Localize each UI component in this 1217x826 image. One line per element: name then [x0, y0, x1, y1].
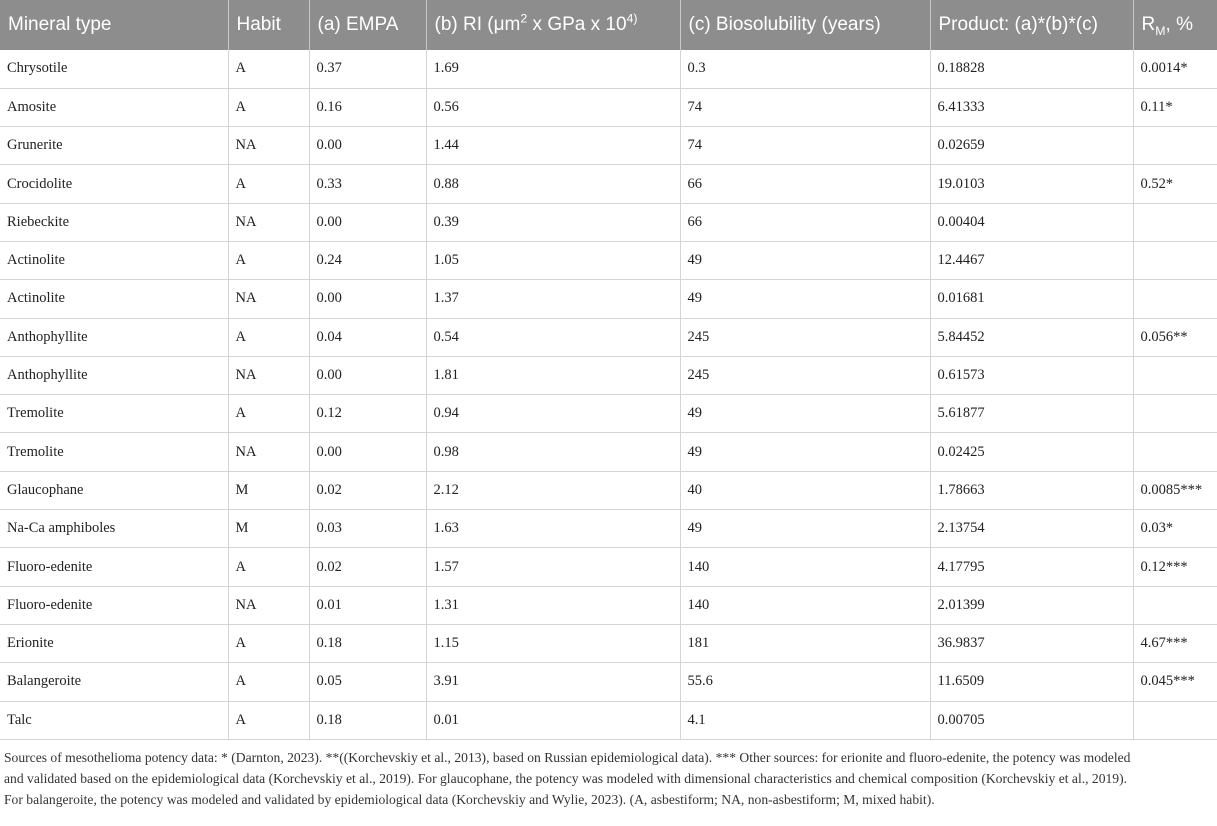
cell-biosolubility: 74: [680, 88, 930, 126]
cell-empa: 0.01: [309, 586, 426, 624]
table-row: [0, 510, 1217, 548]
cell-ri: 1.05: [426, 241, 680, 279]
cell-biosolubility: 49: [680, 433, 930, 471]
cell-biosolubility: 49: [680, 280, 930, 318]
cell-rm: 0.0085***: [1133, 471, 1217, 509]
cell-habit: A: [228, 395, 309, 433]
cell-empa: 0.00: [309, 356, 426, 394]
cell-product: 0.00404: [930, 203, 1133, 241]
cell-mineral-type: Anthophyllite: [0, 318, 228, 356]
cell-mineral-type: Anthophyllite: [0, 356, 228, 394]
table-row: [0, 241, 1217, 279]
cell-mineral-type: Actinolite: [0, 241, 228, 279]
cell-mineral-type: Amosite: [0, 88, 228, 126]
table-row: [0, 663, 1217, 701]
table-row: [0, 433, 1217, 471]
cell-product: 0.61573: [930, 356, 1133, 394]
header-rm-main: R: [1141, 14, 1156, 35]
header-rm-sub: M: [1155, 23, 1166, 38]
table-row: [0, 624, 1217, 662]
cell-product: 11.6509: [930, 663, 1133, 701]
table-row: [0, 395, 1217, 433]
cell-rm: [1133, 241, 1217, 279]
table-footnote: Sources of mesothelioma potency data: * (Darnton, 2023). **((Korchevskiy et al., 2013), based on Russian epidemiological data). *** Other sources: for erionite and fluoro-edenite, the potency was modeled and validated based on the epidemiological data (Korchevskiy et al., 2019). For glaucophane, the potency was modeled with dimensional characteristics and chemical composition (Korchevskiy et al., 2019). For balangeroite, the potency was modeled and validated by epidemiological data (Korchevskiy and Wylie, 2023). (A, asbestiform; NA, non-asbestiform; M, mixed habit).: [4, 749, 1131, 807]
cell-mineral-type: Tremolite: [0, 395, 228, 433]
cell-biosolubility: 245: [680, 356, 930, 394]
cell-rm: [1133, 395, 1217, 433]
cell-habit: M: [228, 471, 309, 509]
cell-empa: 0.00: [309, 280, 426, 318]
cell-habit: NA: [228, 127, 309, 165]
cell-mineral-type: Chrysotile: [0, 50, 228, 88]
cell-ri: 1.15: [426, 624, 680, 662]
cell-empa: 0.02: [309, 471, 426, 509]
header-rm: [1133, 0, 1217, 50]
cell-product: 0.00705: [930, 701, 1133, 739]
cell-habit: M: [228, 510, 309, 548]
header-product: Product: (a)*(b)*(c): [930, 0, 1133, 50]
cell-ri: 0.98: [426, 433, 680, 471]
cell-empa: 0.33: [309, 165, 426, 203]
cell-product: 0.01681: [930, 280, 1133, 318]
cell-product: 19.0103: [930, 165, 1133, 203]
cell-empa: 0.12: [309, 395, 426, 433]
cell-rm: 4.67***: [1133, 624, 1217, 662]
cell-empa: 0.03: [309, 510, 426, 548]
cell-habit: NA: [228, 433, 309, 471]
cell-product: 0.02425: [930, 433, 1133, 471]
cell-habit: NA: [228, 203, 309, 241]
cell-habit: A: [228, 50, 309, 88]
cell-habit: A: [228, 701, 309, 739]
cell-habit: A: [228, 624, 309, 662]
table-body: [0, 50, 1217, 739]
cell-empa: 0.04: [309, 318, 426, 356]
header-ri-mid: x GPa x 10: [527, 14, 627, 35]
cell-biosolubility: 0.3: [680, 50, 930, 88]
cell-mineral-type: Crocidolite: [0, 165, 228, 203]
header-ri: [426, 0, 680, 50]
cell-biosolubility: 181: [680, 624, 930, 662]
cell-empa: 0.00: [309, 203, 426, 241]
cell-ri: 1.69: [426, 50, 680, 88]
cell-habit: A: [228, 548, 309, 586]
table-row: [0, 88, 1217, 126]
cell-rm: 0.11*: [1133, 88, 1217, 126]
cell-biosolubility: 4.1: [680, 701, 930, 739]
cell-ri: 1.44: [426, 127, 680, 165]
table-row: [0, 203, 1217, 241]
cell-product: 4.17795: [930, 548, 1133, 586]
cell-product: 0.18828: [930, 50, 1133, 88]
cell-rm: [1133, 356, 1217, 394]
cell-mineral-type: Actinolite: [0, 280, 228, 318]
table-row: [0, 356, 1217, 394]
header-rm-tail: , %: [1165, 14, 1193, 35]
cell-empa: 0.37: [309, 50, 426, 88]
cell-biosolubility: 74: [680, 127, 930, 165]
cell-ri: 1.63: [426, 510, 680, 548]
cell-product: 1.78663: [930, 471, 1133, 509]
cell-habit: A: [228, 241, 309, 279]
cell-rm: 0.0014*: [1133, 50, 1217, 88]
cell-product: 5.61877: [930, 395, 1133, 433]
cell-mineral-type: Talc: [0, 701, 228, 739]
cell-habit: A: [228, 88, 309, 126]
table-row: [0, 280, 1217, 318]
cell-ri: 0.54: [426, 318, 680, 356]
table-row: [0, 165, 1217, 203]
cell-mineral-type: Tremolite: [0, 433, 228, 471]
header-ri-sup2: 4): [626, 11, 638, 26]
table-row: [0, 127, 1217, 165]
cell-biosolubility: 40: [680, 471, 930, 509]
cell-rm: [1133, 586, 1217, 624]
cell-ri: 1.31: [426, 586, 680, 624]
cell-ri: 1.37: [426, 280, 680, 318]
table-row: [0, 50, 1217, 88]
cell-habit: NA: [228, 280, 309, 318]
cell-ri: 2.12: [426, 471, 680, 509]
cell-product: 2.13754: [930, 510, 1133, 548]
cell-biosolubility: 49: [680, 510, 930, 548]
table-row: [0, 318, 1217, 356]
cell-ri: 0.39: [426, 203, 680, 241]
cell-mineral-type: Riebeckite: [0, 203, 228, 241]
cell-rm: 0.045***: [1133, 663, 1217, 701]
cell-empa: 0.18: [309, 701, 426, 739]
cell-empa: 0.02: [309, 548, 426, 586]
cell-empa: 0.16: [309, 88, 426, 126]
cell-mineral-type: Balangeroite: [0, 663, 228, 701]
cell-biosolubility: 66: [680, 203, 930, 241]
table-row: [0, 471, 1217, 509]
header-ri-text: (b) RI (μm: [434, 14, 521, 35]
cell-product: 12.4467: [930, 241, 1133, 279]
cell-biosolubility: 49: [680, 241, 930, 279]
cell-habit: A: [228, 165, 309, 203]
cell-habit: NA: [228, 356, 309, 394]
header-biosolubility: (c) Biosolubility (years): [680, 0, 930, 50]
cell-empa: 0.00: [309, 127, 426, 165]
cell-product: 5.84452: [930, 318, 1133, 356]
cell-rm: 0.12***: [1133, 548, 1217, 586]
cell-mineral-type: Fluoro-edenite: [0, 586, 228, 624]
cell-biosolubility: 245: [680, 318, 930, 356]
cell-mineral-type: Erionite: [0, 624, 228, 662]
cell-mineral-type: Glaucophane: [0, 471, 228, 509]
cell-habit: NA: [228, 586, 309, 624]
cell-rm: [1133, 701, 1217, 739]
cell-mineral-type: Na-Ca amphiboles: [0, 510, 228, 548]
header-ri-sup1: 2: [520, 11, 528, 26]
table-row: [0, 701, 1217, 739]
cell-habit: A: [228, 663, 309, 701]
cell-ri: 0.88: [426, 165, 680, 203]
table-row: [0, 586, 1217, 624]
cell-biosolubility: 140: [680, 586, 930, 624]
cell-product: 0.02659: [930, 127, 1133, 165]
cell-ri: 0.94: [426, 395, 680, 433]
header-empa: (a) EMPA: [309, 0, 426, 50]
cell-product: 6.41333: [930, 88, 1133, 126]
table-row: [0, 548, 1217, 586]
cell-ri: 3.91: [426, 663, 680, 701]
cell-biosolubility: 55.6: [680, 663, 930, 701]
cell-ri: 1.57: [426, 548, 680, 586]
cell-ri: 0.01: [426, 701, 680, 739]
cell-ri: 0.56: [426, 88, 680, 126]
cell-rm: 0.52*: [1133, 165, 1217, 203]
cell-biosolubility: 66: [680, 165, 930, 203]
header-row: [0, 0, 1217, 50]
table-header: [0, 0, 1217, 50]
cell-rm: [1133, 127, 1217, 165]
cell-rm: 0.056**: [1133, 318, 1217, 356]
cell-empa: 0.24: [309, 241, 426, 279]
cell-product: 36.9837: [930, 624, 1133, 662]
cell-rm: [1133, 433, 1217, 471]
cell-empa: 0.05: [309, 663, 426, 701]
header-mineral-type: Mineral type: [0, 0, 228, 50]
cell-ri: 1.81: [426, 356, 680, 394]
cell-rm: [1133, 280, 1217, 318]
header-habit: Habit: [228, 0, 309, 50]
cell-habit: A: [228, 318, 309, 356]
cell-rm: 0.03*: [1133, 510, 1217, 548]
cell-empa: 0.00: [309, 433, 426, 471]
cell-rm: [1133, 203, 1217, 241]
cell-biosolubility: 140: [680, 548, 930, 586]
cell-empa: 0.18: [309, 624, 426, 662]
cell-product: 2.01399: [930, 586, 1133, 624]
cell-mineral-type: Grunerite: [0, 127, 228, 165]
cell-biosolubility: 49: [680, 395, 930, 433]
cell-mineral-type: Fluoro-edenite: [0, 548, 228, 586]
